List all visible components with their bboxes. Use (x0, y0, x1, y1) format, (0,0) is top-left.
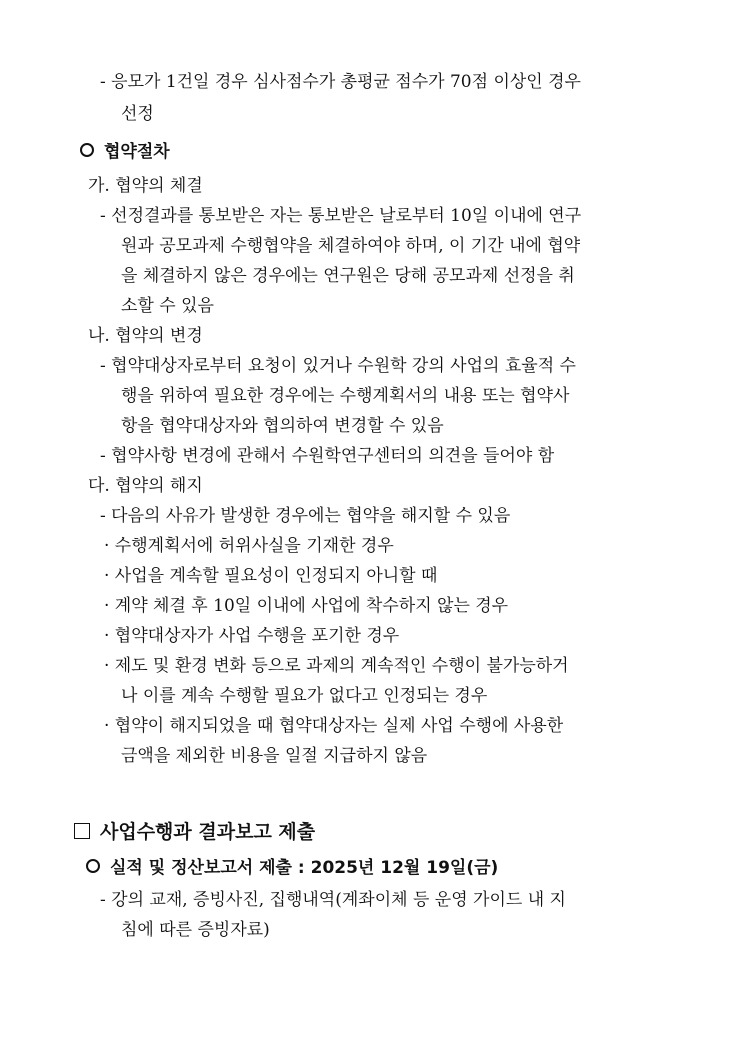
agreement-conclusion-line: 원과 공모과제 수행협약을 체결하여야 하며, 이 기간 내에 협약 (121, 236, 581, 256)
termination-reason-item: 금액을 제외한 비용을 일절 지급하지 않음 (121, 746, 428, 766)
agreement-change-line: 항을 협약대상자와 협의하여 변경할 수 있음 (121, 416, 444, 436)
agreement-conclusion-line: 을 체결하지 않은 경우에는 연구원은 당해 공모과제 선정을 취 (121, 266, 575, 286)
circle-bullet-icon (86, 859, 100, 873)
agreement-change-line: 행을 위하여 필요한 경우에는 수행계획서의 내용 또는 협약사 (121, 386, 570, 406)
agreement-termination-heading: 다. 협약의 해지 (88, 476, 203, 496)
termination-reason-item: 나 이를 계속 수행할 필요가 없다고 인정되는 경우 (121, 686, 488, 706)
termination-reason-item: · 사업을 계속할 필요성이 인정되지 아니할 때 (104, 566, 438, 586)
agreement-change-line: - 협약사항 변경에 관해서 수원학연구센터의 의견을 들어야 함 (100, 446, 555, 466)
agreement-procedure-title: 협약절차 (104, 142, 170, 162)
report-submission-heading (86, 856, 498, 880)
agreement-conclusion-line: 소할 수 있음 (121, 296, 214, 316)
agreement-procedure-heading (80, 140, 170, 164)
selection-criteria-line: 선정 (121, 104, 154, 124)
termination-reason-item: · 협약이 해지되었을 때 협약대상자는 실제 사업 수행에 사용한 (104, 716, 564, 736)
performance-report-heading (74, 820, 315, 844)
agreement-conclusion-line: - 선정결과를 통보받은 자는 통보받은 날로부터 10일 이내에 연구 (100, 206, 582, 226)
square-bullet-icon (74, 823, 90, 839)
agreement-change-line: - 협약대상자로부터 요청이 있거나 수원학 강의 사업의 효율적 수 (100, 356, 576, 376)
report-materials-line: 침에 따른 증빙자료) (121, 920, 270, 940)
agreement-change-heading: 나. 협약의 변경 (88, 326, 203, 346)
termination-reason-item: · 협약대상자가 사업 수행을 포기한 경우 (104, 626, 400, 646)
report-materials-line: - 강의 교재, 증빙사진, 집행내역(계좌이체 등 운영 가이드 내 지 (100, 890, 566, 910)
agreement-conclusion-heading: 가. 협약의 체결 (88, 176, 203, 196)
termination-reason-item: · 수행계획서에 허위사실을 기재한 경우 (104, 536, 394, 556)
selection-criteria-line: - 응모가 1건일 경우 심사점수가 총평균 점수가 70점 이상인 경우 (100, 72, 581, 92)
report-submission-deadline: 실적 및 정산보고서 제출 : 2025년 12월 19일(금) (110, 858, 499, 878)
circle-bullet-icon (80, 143, 94, 157)
termination-reason-item: · 계약 체결 후 10일 이내에 사업에 착수하지 않는 경우 (104, 596, 509, 616)
agreement-termination-intro: - 다음의 사유가 발생한 경우에는 협약을 해지할 수 있음 (100, 506, 511, 526)
performance-report-title: 사업수행과 결과보고 제출 (100, 821, 316, 843)
termination-reason-item: · 제도 및 환경 변화 등으로 과제의 계속적인 수행이 불가능하거 (104, 656, 569, 676)
